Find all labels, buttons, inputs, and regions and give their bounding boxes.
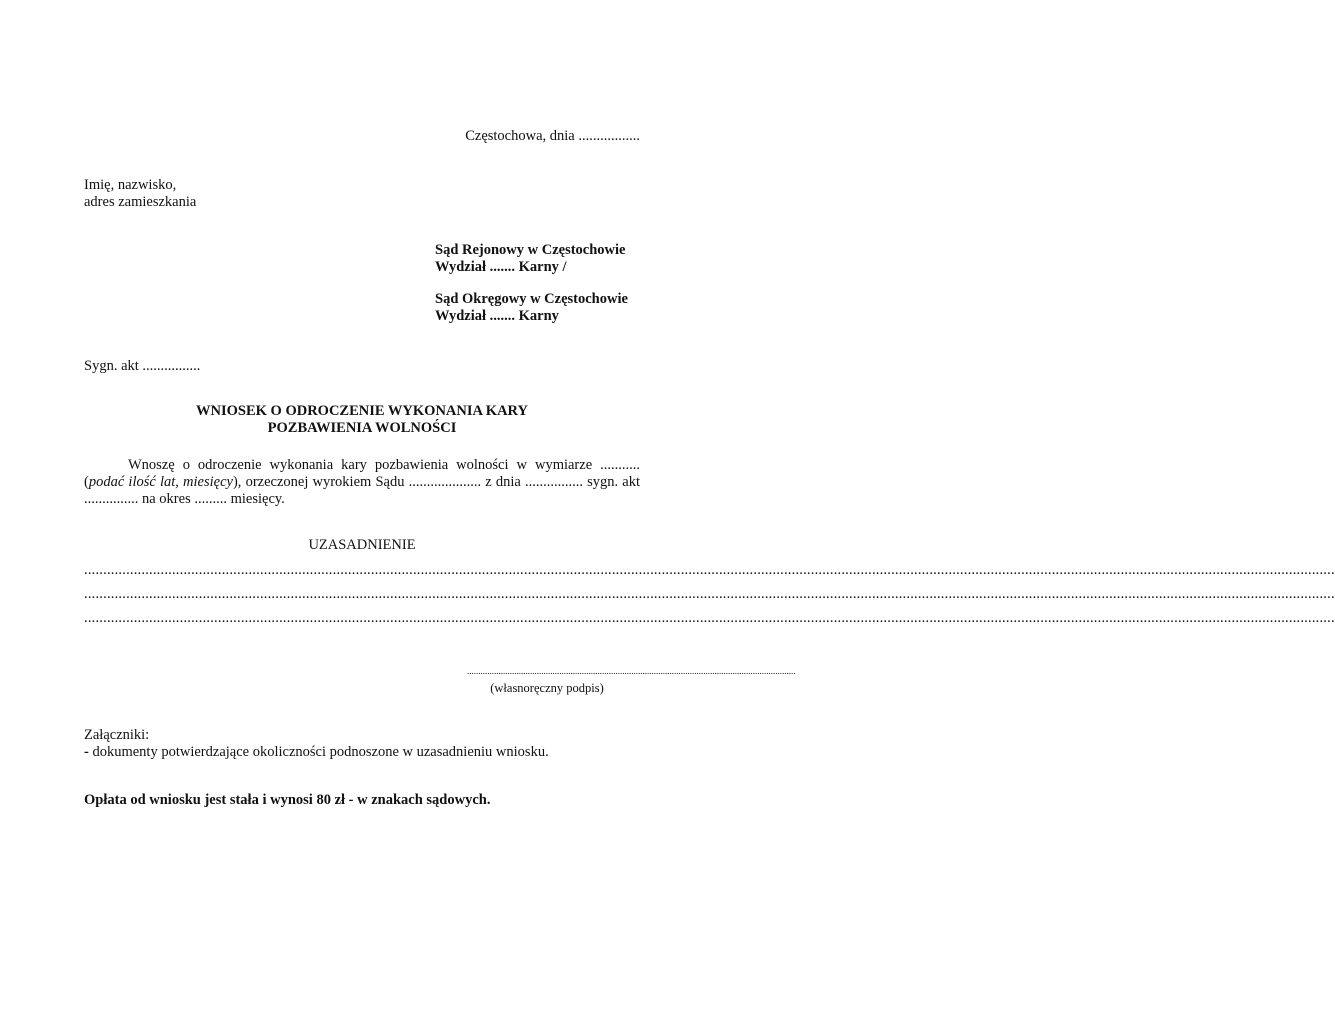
justification-line-2: .......................................................................................................................................................................................................................................................................................................................................	[84, 586, 1335, 602]
court-district-division: Wydział ....... Karny	[435, 308, 559, 324]
justification-heading: UZASADNIENIE	[308, 537, 416, 553]
signature-line: ..................................................................................................................................................	[467, 666, 796, 676]
request-text-part3: ), orzeczonej wyrokiem Sądu .................... z dnia ................ sygn. akt ............... na okres ......... miesięcy.	[84, 474, 640, 507]
document-title	[84, 403, 640, 437]
sender-address-label: adres zamieszkania	[84, 194, 197, 210]
attachment-bullet: -	[84, 744, 89, 760]
court-district-name: Sąd Okręgowy w Częstochowie	[435, 291, 628, 307]
request-paragraph	[84, 457, 640, 508]
sender-name-label: Imię, nazwisko,	[84, 177, 177, 193]
attachment-item-text: dokumenty potwierdzające okoliczności podnoszone w uzasadnieniu wniosku.	[88, 744, 549, 760]
document-title-line1: WNIOSEK O ODROCZENIE WYKONANIA KARY	[196, 403, 528, 419]
document-title-line2: POZBAWIENIA WOLNOŚCI	[267, 420, 457, 436]
case-signature: Sygn. akt ................	[84, 358, 201, 374]
court-regional	[435, 242, 626, 276]
court-district	[435, 291, 628, 325]
signature-label: (własnoręczny podpis)	[490, 681, 604, 695]
request-text-hint: podać ilość lat, miesięcy	[88, 474, 233, 490]
place-and-date: Częstochowa, dnia .................	[465, 128, 640, 144]
sender-info	[84, 177, 196, 211]
court-regional-division: Wydział ....... Karny /	[435, 259, 567, 275]
fee-note: Opłata od wniosku jest stała i wynosi 80 zł - w znakach sądowych.	[84, 792, 491, 808]
justification-line-3: .......................................................................................................................................................................................................................................................................................................................................	[84, 610, 1335, 626]
attachments-title: Załączniki:	[84, 727, 150, 743]
attachment-item	[84, 744, 549, 761]
justification-line-1: .......................................................................................................................................................................................................................................................................................................................................	[84, 562, 1335, 578]
court-regional-name: Sąd Rejonowy w Częstochowie	[435, 242, 626, 258]
request-text-part1: Wnoszę o odroczenie wykonania kary pozbawienia wolności w wymiarze ........... (	[84, 457, 640, 490]
